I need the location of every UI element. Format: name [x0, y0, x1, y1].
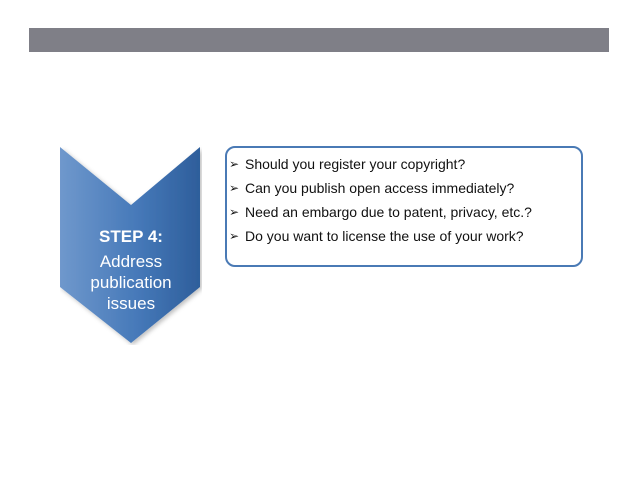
step-description-line: Address	[99, 252, 163, 271]
step-chevron	[60, 145, 202, 345]
arrow-bullet-icon: ➢	[229, 229, 240, 243]
arrow-bullet-icon: ➢	[229, 205, 240, 219]
questions-list	[229, 152, 579, 248]
step-description	[60, 251, 202, 314]
list-item	[229, 200, 579, 224]
question-text: Should you register your copyright?	[245, 156, 466, 172]
step-title: STEP 4:	[99, 227, 163, 246]
question-text: Can you publish open access immediately?	[245, 180, 515, 196]
list-item	[229, 152, 579, 176]
step-description-line: publication	[90, 273, 172, 292]
question-text: Need an embargo due to patent, privacy, etc.?	[245, 204, 532, 220]
question-text: Do you want to license the use of your work?	[245, 228, 524, 244]
list-item	[229, 224, 579, 248]
step-description-line: issues	[106, 294, 156, 313]
header-bar	[29, 28, 609, 52]
arrow-bullet-icon: ➢	[229, 157, 240, 171]
arrow-bullet-icon: ➢	[229, 181, 240, 195]
list-item	[229, 176, 579, 200]
